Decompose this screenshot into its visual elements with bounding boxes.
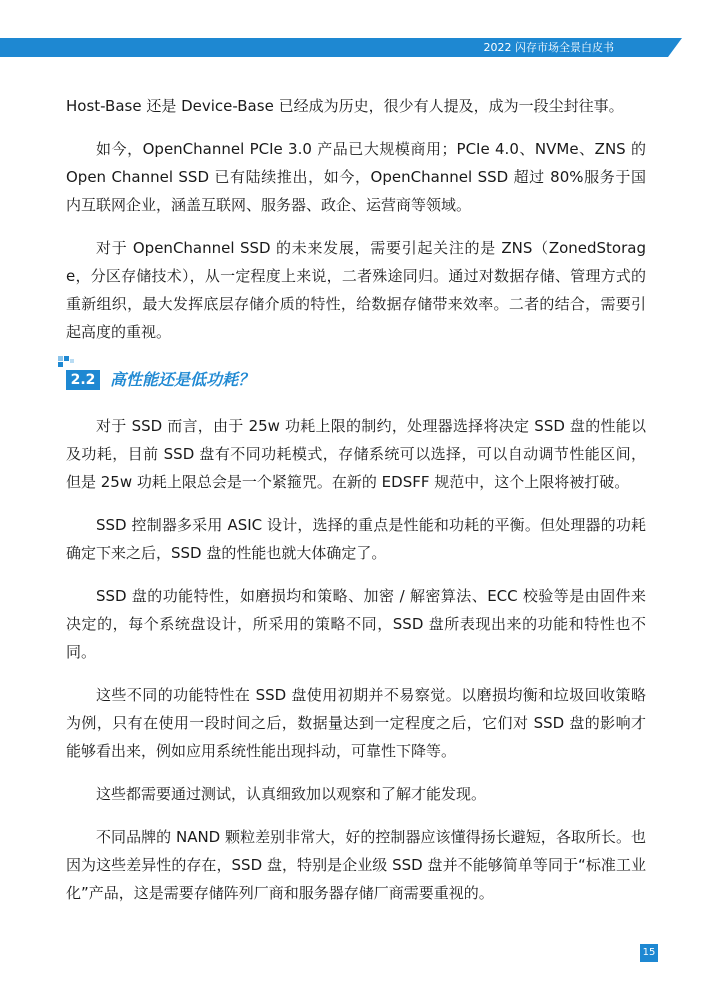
paragraph: 不同品牌的 NAND 颗粒差别非常大，好的控制器应该懂得扬长避短，各取所长。也因为这些差异性的存在，SSD 盘，特别是企业级 SSD 盘并不能够简单等同于“标准工业化”产品，这是需要存储阵列厂商和服务器存储厂商需要重视的。 bbox=[66, 828, 646, 902]
paragraph: SSD 控制器多采用 ASIC 设计，选择的重点是性能和功耗的平衡。但处理器的功耗确定下来之后，SSD 盘的性能也就大体确定了。 bbox=[66, 516, 646, 562]
paragraph: 对于 SSD 而言，由于 25w 功耗上限的制约，处理器选择将决定 SSD 盘的性能以及功耗，目前 SSD 盘有不同功耗模式，存储系统可以选择，可以自动调节性能区间，但是 25w 功耗上限总会是一个紧箍咒。在新的 EDSFF 规范中，这个上限将被打破。 bbox=[66, 417, 646, 491]
paragraph: SSD 盘的功能特性，如磨损均和策略、加密 / 解密算法、ECC 校验等是由固件来决定的，每个系统盘设计，所采用的策略不同，SSD 盘所表现出来的功能和特性也不同。 bbox=[66, 587, 646, 661]
header-bar-notch bbox=[668, 38, 682, 57]
section-number-badge: 2.2 bbox=[66, 370, 100, 390]
header-bar bbox=[0, 38, 668, 57]
paragraph: Host-Base 还是 Device-Base 已经成为历史，很少有人提及，成为一段尘封往事。 bbox=[66, 97, 624, 115]
paragraph: 如今，OpenChannel PCIe 3.0 产品已大规模商用；PCIe 4.0、NVMe、ZNS 的 Open Channel SSD 已有陆续推出，如今，OpenChannel SSD 超过 80%服务于国内互联网企业，涵盖互联网、服务器、政企、运营商等领域。 bbox=[66, 140, 646, 214]
section-heading bbox=[66, 364, 646, 400]
paragraph: 这些不同的功能特性在 SSD 盘使用初期并不易察觉。以磨损均衡和垃圾回收策略为例，只有在使用一段时间之后，数据量达到一定程度之后，它们对 SSD 盘的影响才能够看出来，例如应用系统性能出现抖动，可靠性下降等。 bbox=[66, 686, 646, 760]
section-title: 高性能还是低功耗？ bbox=[110, 370, 255, 389]
paragraph: 这些都需要通过测试，认真细致加以观察和了解才能发现。 bbox=[96, 785, 487, 803]
page-number: 15 bbox=[640, 944, 658, 962]
running-title: 2022 闪存市场全景白皮书 bbox=[483, 41, 614, 54]
paragraph: 对于 OpenChannel SSD 的未来发展，需要引起关注的是 ZNS（ZonedStorage，分区存储技术），从一定程度上来说，二者殊途同归。通过对数据存储、管理方式的重新组织，最大发挥底层存储介质的特性，给数据存储带来效率。二者的结合，需要引起高度的重视。 bbox=[66, 239, 646, 341]
page-content bbox=[66, 92, 646, 922]
